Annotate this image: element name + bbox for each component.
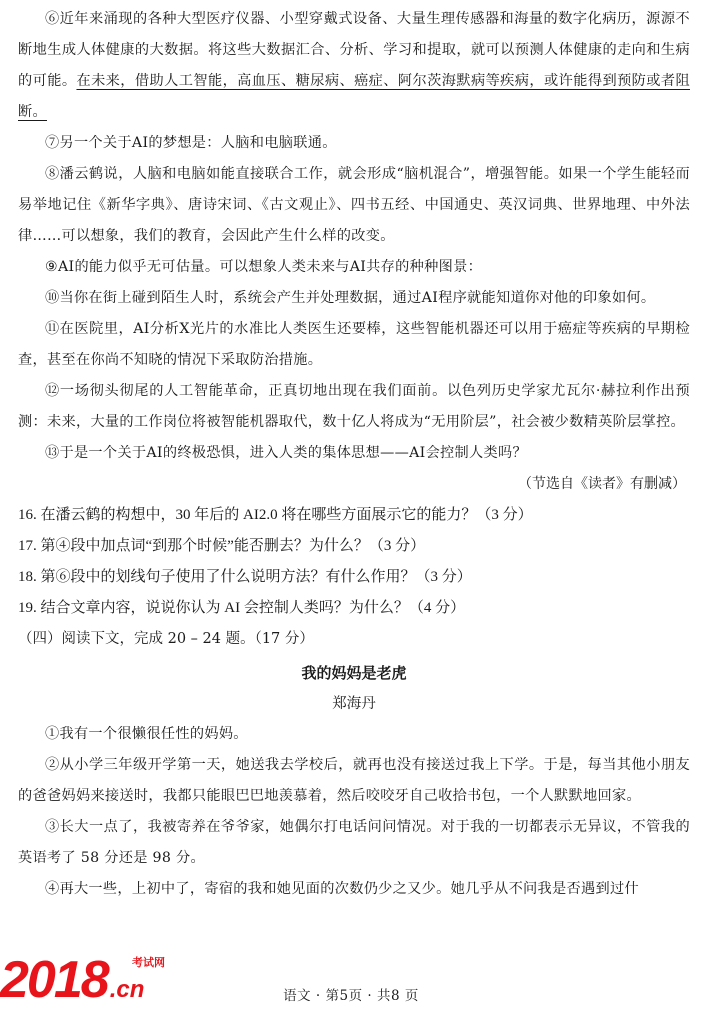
watermark-suffix: .cn	[109, 976, 145, 1003]
essay-paragraph-4: ④再大一些，上初中了，寄宿的我和她见面的次数仍少之又少。她几乎从不问我是否遇到过什	[44, 881, 639, 897]
essay-paragraph-2: ②从小学三年级开学第一天，她送我去学校后，就再也没有接送过我上下学。于是，每当其他小朋友的爸爸妈妈来接送时，我都只能眼巴巴地羡慕着，然后咬咬牙自己收拾书包，一个人默默地回家。	[18, 757, 690, 804]
essay-author: 郑海丹	[332, 696, 376, 712]
source-citation: （节选自《读者》有删减）	[518, 476, 686, 492]
paragraph-6	[18, 4, 690, 128]
paragraph-6-text: ⑥近年来涌现的各种大型医疗仪器、小型穿戴式设备、大量生理传感器和海量的数字化病历，源源不断地生成人体健康的大数据。将这些大数据汇合、分析、学习和提取，就可以预测人体健康的走向和生病的可能。	[18, 11, 690, 89]
exam-page	[18, 4, 690, 905]
essay-paragraph-3: ③长大一点了，我被寄养在爷爷家，她偶尔打电话问问情况。对于我的一切都表示无异议，不管我的英语考了 58 分还是 98 分。	[18, 819, 690, 866]
paragraph-7: ⑦另一个关于AI的梦想是：人脑和电脑联通。	[44, 135, 337, 151]
paragraph-8: ⑧潘云鹤说，人脑和电脑如能直接联合工作，就会形成“脑机混合”，增强智能。如果一个学生能轻而易举地记住《新华字典》、唐诗宋词、《古文观止》、四书五经、中国通史、英汉词典、世界地理、中外法律……可以想象，我们的教育，会因此产生什么样的改变。	[18, 166, 690, 244]
question-17: 17. 第④段中加点词“到那个时候”能否删去？为什么？（3 分）	[18, 538, 426, 554]
watermark-logo	[0, 950, 200, 1010]
question-19: 19. 结合文章内容，说说你认为 AI 会控制人类吗？为什么？（4 分）	[18, 600, 466, 616]
paragraph-13: ⑬于是一个关于AI的终极恐惧，进入人类的集体思想——AI会控制人类吗？	[44, 445, 527, 461]
essay-paragraph-1: ①我有一个很懒很任性的妈妈。	[44, 726, 248, 742]
watermark-number: 2018	[0, 951, 108, 1009]
paragraph-12: ⑫一场彻头彻尾的人工智能革命，正真切地出现在我们面前。以色列历史学家尤瓦尔·赫拉利作出预测：未来，大量的工作岗位将被智能机器取代，数十亿人将成为“无用阶层”，社会被少数精英阶层掌控。	[18, 383, 690, 430]
watermark-sub: 考试网	[132, 957, 165, 969]
paragraph-10: ⑩当你在街上碰到陌生人时，系统会产生并处理数据，通过AI程序就能知道你对他的印象如何。	[44, 290, 656, 306]
paragraph-9: ⑨AI的能力似乎无可估量。可以想象人类未来与AI共存的种种图景：	[44, 259, 483, 275]
paragraph-11: ⑪在医院里，AI分析X光片的水准比人类医生还要棒，这些智能机器还可以用于癌症等疾病的早期检查，甚至在你尚不知晓的情况下采取防治措施。	[18, 321, 690, 368]
underlined-sentence: 在未来，借助人工智能，高血压、糖尿病、癌症、阿尔茨海默病等疾病，或许能得到预防或者阻断。	[18, 73, 690, 120]
page-footer: 语文 · 第5页 · 共8 页	[283, 988, 419, 1004]
question-18: 18. 第⑥段中的划线句子使用了什么说明方法？有什么作用？（3 分）	[18, 569, 472, 585]
question-16: 16. 在潘云鹤的构想中，30 年后的 AI2.0 将在哪些方面展示它的能力？（3 分）	[18, 507, 533, 523]
essay-title: 我的妈妈是老虎	[301, 664, 407, 682]
section-heading: （四）阅读下文，完成 20 – 24 题。（17 分）	[18, 631, 314, 647]
